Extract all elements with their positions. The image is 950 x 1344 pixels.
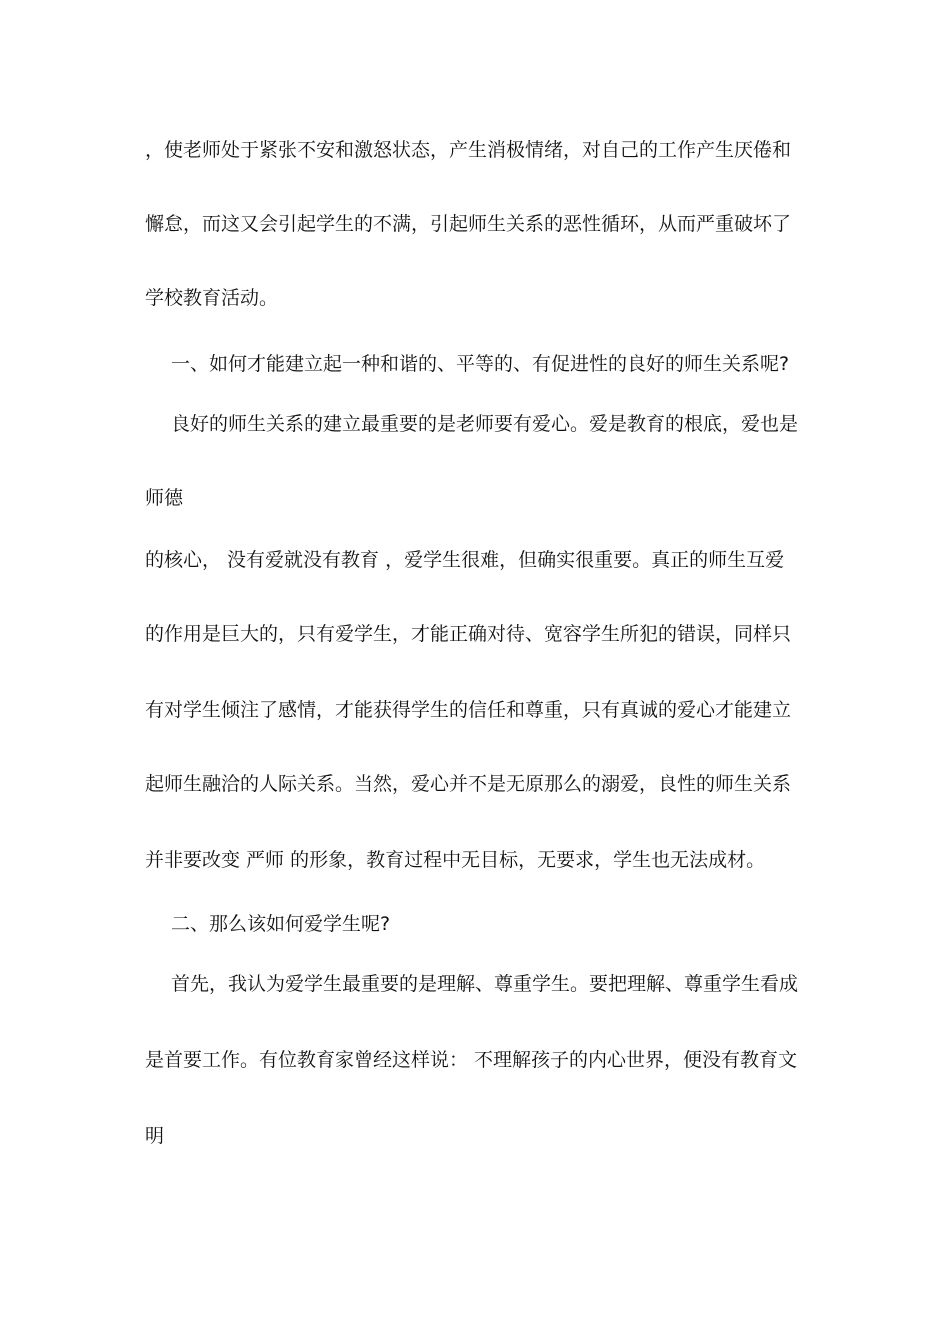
text-line: ，使老师处于紧张不安和激怒状态，产生消极情绪，对自己的工作产生厌倦和 <box>145 139 792 161</box>
section-heading: 二、那么该如何爱学生呢? <box>171 913 391 935</box>
text-line: 起师生融洽的人际关系。当然，爱心并不是无原那么的溺爱，良性的师生关系 <box>145 773 792 795</box>
text-line: 的核心， 没有爱就没有教育 ，爱学生很难，但确实很重要。真正的师生互爱 <box>145 549 785 571</box>
text-line: 师德 <box>145 487 184 509</box>
text-line: 有对学生倾注了感情，才能获得学生的信任和尊重，只有真诚的爱心才能建立 <box>145 699 792 721</box>
text-line: 明 <box>145 1125 165 1147</box>
section-heading: 一、如何才能建立起一种和谐的、平等的、有促进性的良好的师生关系呢? <box>171 353 790 375</box>
text-line: 并非要改变 严师 的形象，教育过程中无目标，无要求，学生也无法成材。 <box>145 849 766 871</box>
text-line: 的作用是巨大的，只有爱学生，才能正确对待、宽容学生所犯的错误，同样只 <box>145 623 792 645</box>
text-line: 首先，我认为爱学生最重要的是理解、尊重学生。要把理解、尊重学生看成 <box>171 973 799 995</box>
text-line: 懈怠，而这又会引起学生的不满，引起师生关系的恶性循环，从而严重破坏了 <box>145 213 792 235</box>
text-line: 学校教育活动。 <box>145 287 279 309</box>
text-line: 是首要工作。有位教育家曾经这样说： 不理解孩子的内心世界，便没有教育文 <box>145 1049 798 1071</box>
text-line: 良好的师生关系的建立最重要的是老师要有爱心。爱是教育的根底，爱也是 <box>171 413 799 435</box>
